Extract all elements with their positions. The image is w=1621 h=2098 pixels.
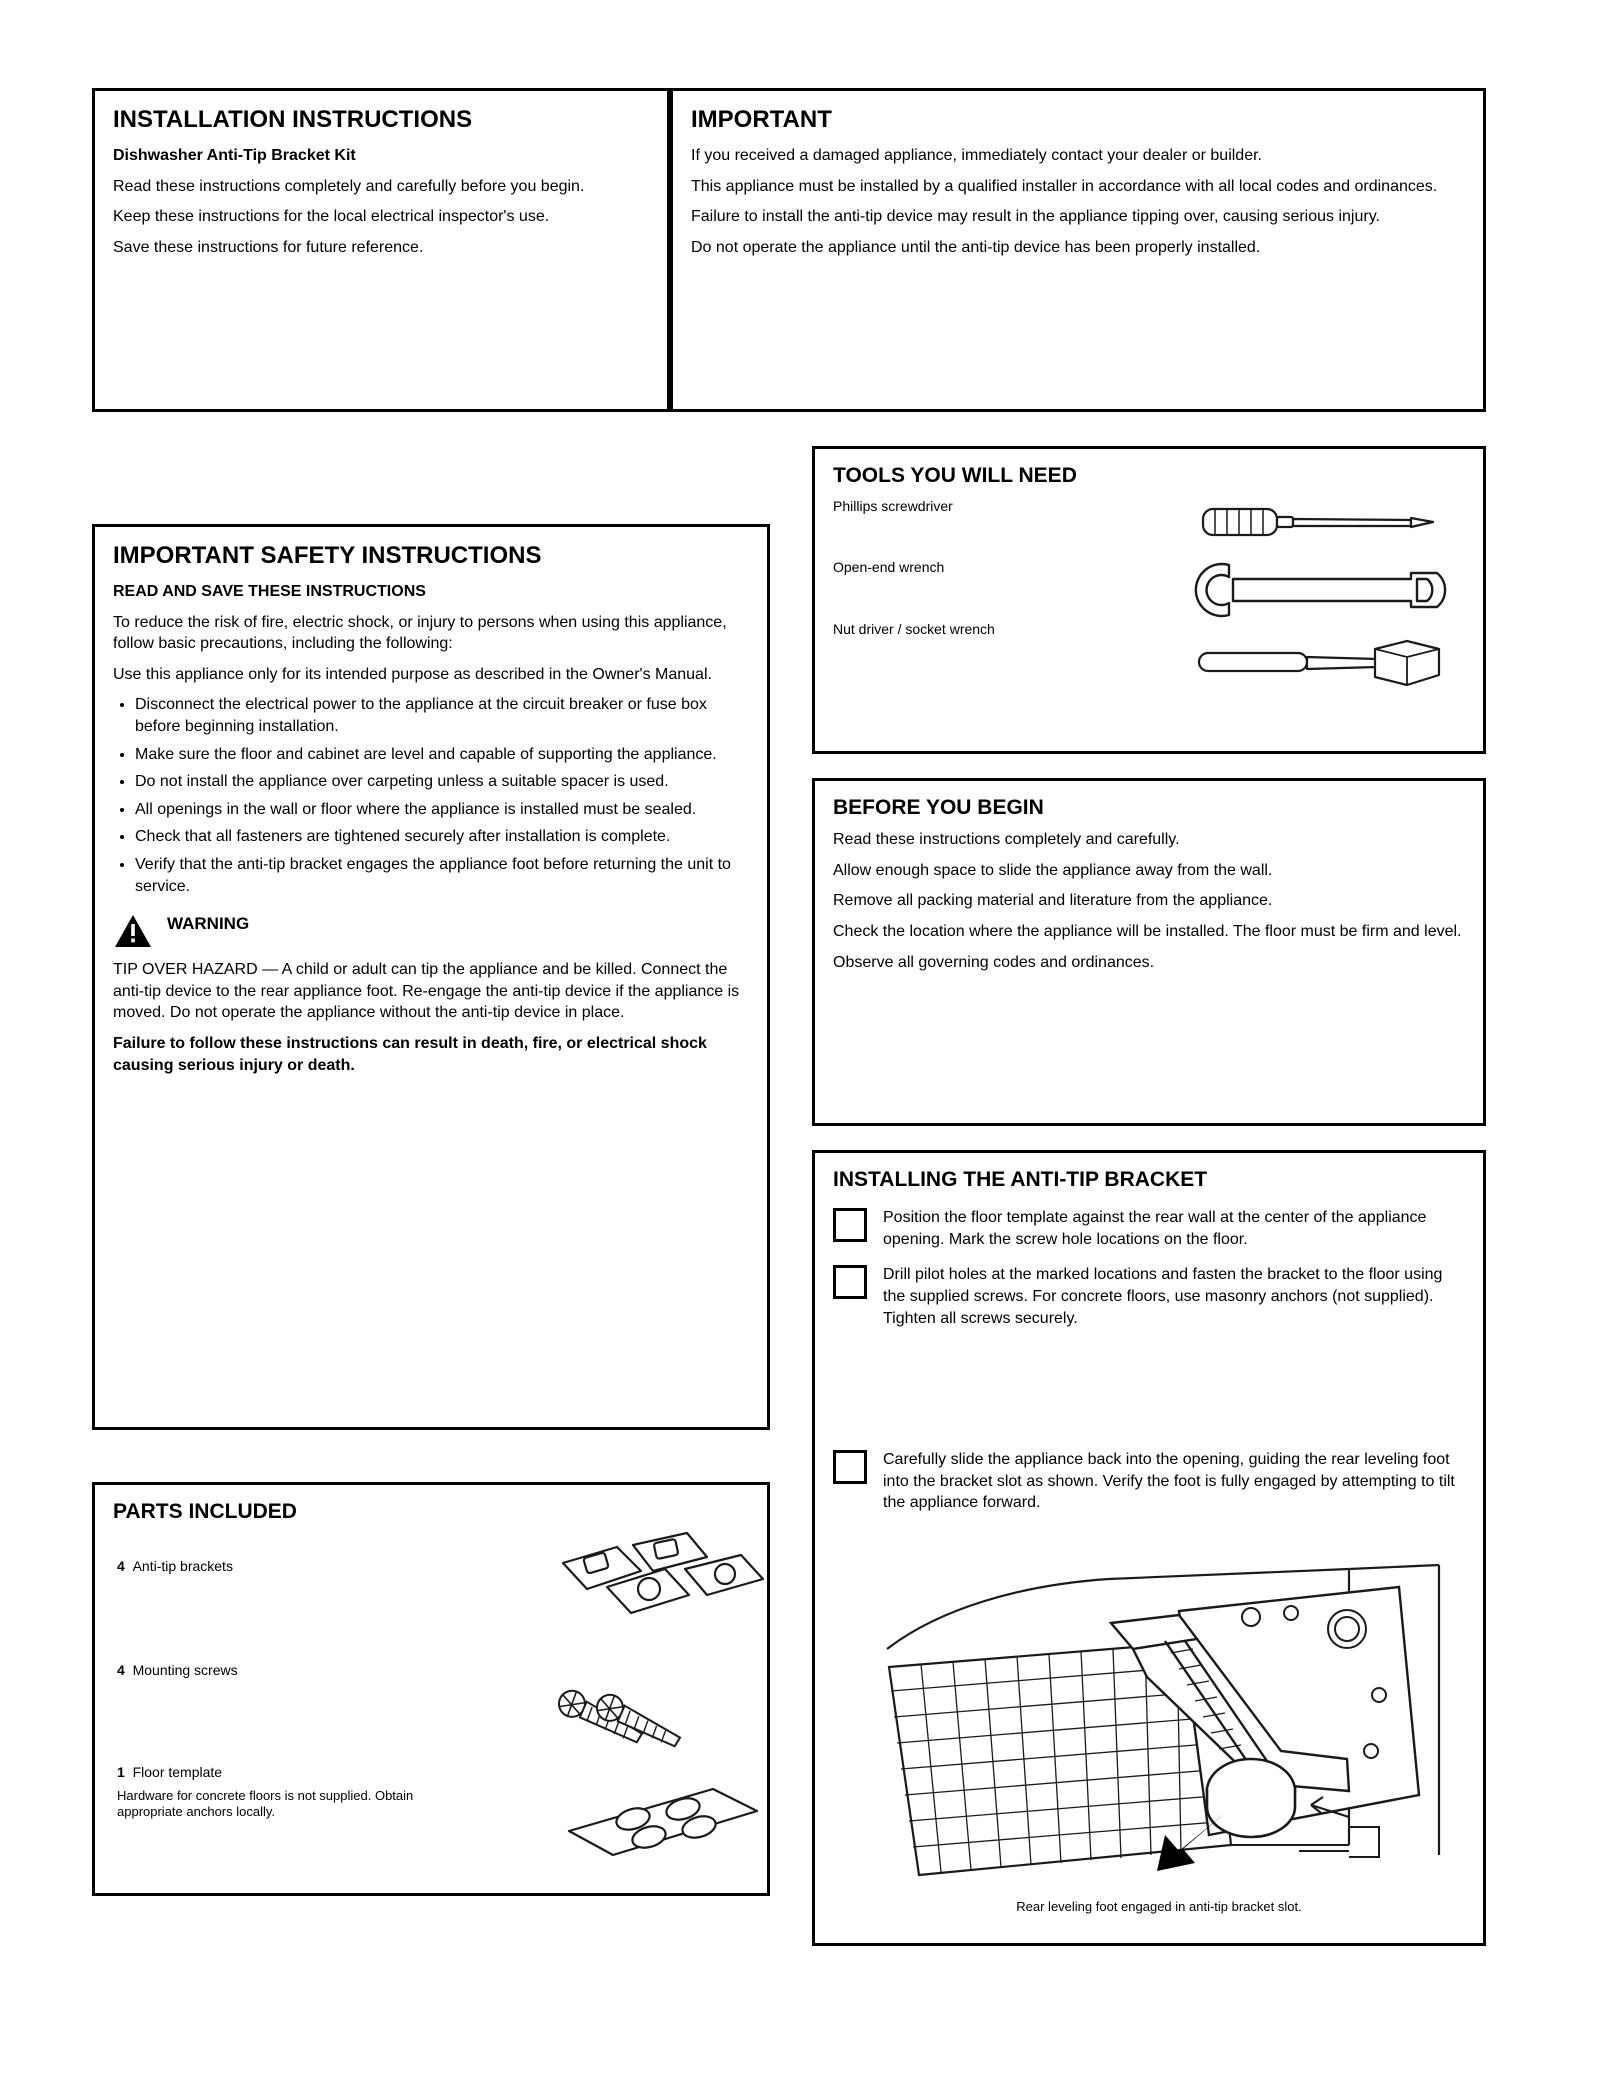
parts-item-name-2: Mounting screws [132,1662,238,1679]
before-line-4: Check the location where the appliance will be installed. The floor must be firm and level. [833,923,1462,941]
tools-item-2: Open-end wrench [833,558,945,575]
installation-title: INSTALLATION INSTRUCTIONS [113,106,473,133]
important-line-2: This appliance must be installed by a qualified installer in accordance with all local codes and ordinances. [691,177,1438,195]
figure-caption: Rear leveling foot engaged in anti-tip bracket slot. [1016,1899,1302,1914]
safety-paragraph-1: To reduce the risk of fire, electric shock, or injury to persons when using this appliance, follow basic precautions, including the following: [113,613,727,653]
warning-text: TIP OVER HAZARD — A child or adult can tip the appliance and be killed. Connect the anti-tip device to the rear appliance foot. Re-engage the anti-tip device if the appliance is moved. Do not operate the appliance without the anti-tip device in place. [113,961,740,1022]
parts-item-qty-2: 4 [117,1662,125,1679]
mounting-screw-icon [550,1681,765,1761]
parts-label-column [117,1557,477,1821]
bracket-engagement-figure [879,1545,1459,1893]
installation-line-3: Save these instructions for future reference. [113,238,424,256]
before-you-begin-panel [812,778,1486,1126]
installation-steps-panel [812,1150,1486,1946]
parts-included-panel [92,1482,770,1896]
important-title: IMPORTANT [691,106,832,133]
important-line-4: Do not operate the appliance until the anti-tip device has been properly installed. [691,238,1261,256]
step-row-1 [833,1207,1465,1250]
warning-block [113,913,749,949]
parts-item-qty-3: 1 [117,1764,125,1781]
step-row-3 [833,1449,1465,1514]
floor-template-icon [563,1781,763,1861]
parts-item-name-3: Floor template [132,1764,223,1781]
parts-item-label-1 [117,1557,477,1575]
nut-driver-icon [1193,631,1459,695]
safety-paragraph-2: Use this appliance only for its intended purpose as described in the Owner's Manual. [113,665,712,683]
safety-bullet: • All openings in the wall or floor where the appliance is installed must be sealed. [135,799,749,821]
installation-instructions-panel [92,88,670,412]
anti-tip-bracket-icon [555,1529,775,1649]
safety-closing: Failure to follow these instructions can result in death, fire, or electrical shock causing serious injury or death. [113,1034,707,1074]
tools-title: TOOLS YOU WILL NEED [833,464,1077,487]
safety-bullet: • Disconnect the electrical power to the appliance at the circuit breaker or fuse box before beginning installation. [135,694,749,737]
tools-needed-panel [812,446,1486,754]
screwdriver-icon [1195,491,1455,555]
parts-note: Hardware for concrete floors is not supplied. Obtain appropriate anchors locally. [117,1787,414,1820]
step-text-1: Position the floor template against the rear wall at the center of the appliance opening. Mark the screw hole locations on the floor. [883,1209,1427,1248]
warning-label: WARNING [167,914,250,934]
important-line-3: Failure to install the anti-tip device may result in the appliance tipping over, causing serious injury. [691,208,1380,226]
safety-bullet: • Verify that the anti-tip bracket engages the appliance foot before returning the unit to service. [135,854,749,897]
step-checkbox-2[interactable] [833,1265,867,1299]
installation-line-2: Keep these instructions for the local electrical inspector's use. [113,208,550,226]
installation-subtitle: Dishwasher Anti-Tip Bracket Kit [113,147,356,164]
safety-bullet: • Do not install the appliance over carpeting unless a suitable spacer is used. [135,771,749,793]
parts-item-name-1: Anti-tip brackets [132,1558,233,1574]
parts-title: PARTS INCLUDED [113,1500,297,1523]
safety-title: IMPORTANT SAFETY INSTRUCTIONS [113,542,542,569]
parts-item-label-2 [117,1661,477,1679]
safety-instructions-panel [92,524,770,1430]
parts-item-label-3 [117,1763,477,1781]
warning-triangle-icon [113,913,153,949]
before-line-3: Remove all packing material and literature from the appliance. [833,892,1273,910]
step-row-2 [833,1264,1465,1329]
important-line-1: If you received a damaged appliance, immediately contact your dealer or builder. [691,147,1262,164]
safety-bullet: • Check that all fasteners are tightened securely after installation is complete. [135,826,749,848]
before-line-5: Observe all governing codes and ordinances. [833,953,1155,971]
before-line-1: Read these instructions completely and carefully. [833,831,1180,849]
parts-item-qty-1: 4 [117,1558,125,1574]
step-text-3: Carefully slide the appliance back into the opening, guiding the rear leveling foot into the bracket slot as shown. Verify the foot is fully engaged by attempting to tilt the appliance forward. [883,1451,1455,1512]
tools-item-1: Phillips screwdriver [833,498,953,515]
important-panel [670,88,1486,412]
steps-title: INSTALLING THE ANTI-TIP BRACKET [833,1168,1208,1191]
installation-line-1: Read these instructions completely and carefully before you begin. [113,177,585,195]
tools-item-3: Nut driver / socket wrench [833,621,995,638]
safety-intro: READ AND SAVE THESE INSTRUCTIONS [113,583,426,600]
open-end-wrench-icon [1193,559,1459,621]
safety-bullet: • Make sure the floor and cabinet are level and capable of supporting the appliance. [135,744,749,766]
step-text-2: Drill pilot holes at the marked locations and fasten the bracket to the floor using the supplied screws. For concrete floors, use masonry anchors (not supplied). Tighten all screws securely. [883,1266,1443,1327]
step-checkbox-3[interactable] [833,1450,867,1484]
before-line-2: Allow enough space to slide the appliance away from the wall. [833,861,1273,879]
step-checkbox-1[interactable] [833,1208,867,1242]
safety-bullet-list [113,694,749,897]
before-title: BEFORE YOU BEGIN [833,796,1044,819]
